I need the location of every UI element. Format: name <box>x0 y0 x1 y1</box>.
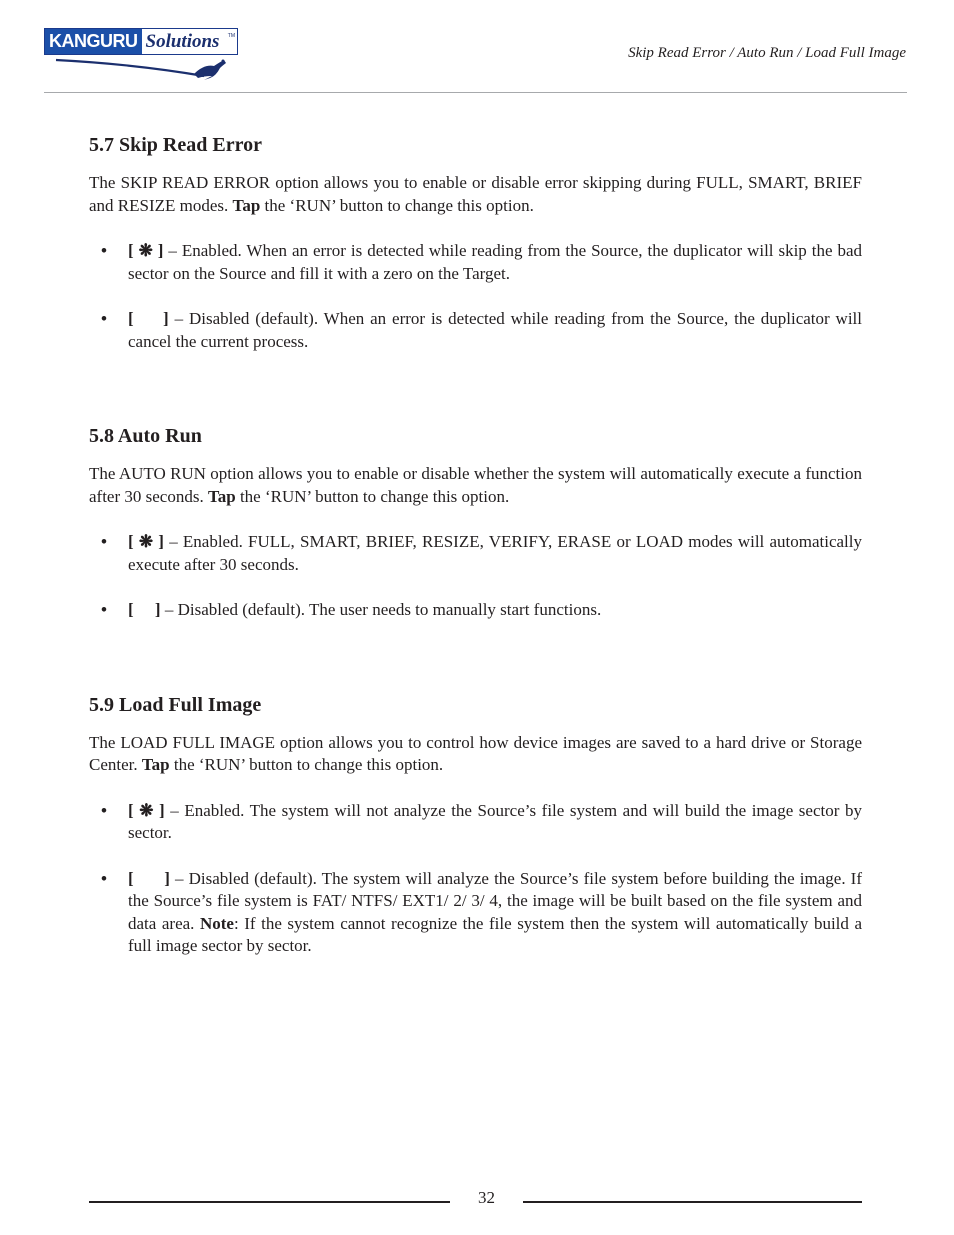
option-mark: [ ] <box>128 600 161 619</box>
logo-brand-text: KANGURU <box>45 29 142 54</box>
intro-text-end: the ‘RUN’ button to change this option. <box>169 755 444 774</box>
option-mark: [ ] <box>128 868 170 888</box>
footer-rule-right <box>523 1201 862 1203</box>
note-label: Note <box>199 913 234 933</box>
intro-text: The LOAD FULL IMAGE option allows you to control how device images are saved to a hard drive or Storage Center. <box>89 732 862 774</box>
logo-trademark: TM <box>227 33 235 39</box>
running-header-title: Skip Read Error / Auto Run / Load Full Image <box>628 45 906 61</box>
bullet-icon: • <box>101 600 107 619</box>
intro-bold: Tap <box>232 195 261 215</box>
option-text: – Enabled. FULL, SMART, BRIEF, RESIZE, VERIFY, ERASE or LOAD modes will automatically execute after 30 seconds. <box>128 532 862 574</box>
option-disabled <box>89 599 862 622</box>
section-load-full-image <box>89 690 862 958</box>
option-list <box>89 531 862 622</box>
option-text: – Disabled (default). The user needs to manually start functions. <box>160 600 602 619</box>
intro-bold: Tap <box>207 486 236 506</box>
footer-rule-left <box>89 1201 450 1203</box>
intro-text: The SKIP READ ERROR option allows you to enable or disable error skipping during FULL, SMART, BRIEF and RESIZE modes. <box>89 173 862 215</box>
section-intro <box>89 463 862 508</box>
page-content <box>89 130 862 958</box>
option-list <box>89 240 862 353</box>
option-list <box>89 800 862 958</box>
option-disabled <box>89 308 862 353</box>
section-heading: 5.9 Load Full Image <box>89 693 262 716</box>
bullet-icon: • <box>101 800 107 820</box>
kanguru-logo <box>44 28 242 84</box>
bullet-icon: • <box>101 868 107 888</box>
intro-text-end: the ‘RUN’ button to change this option. <box>235 486 510 506</box>
section-intro <box>89 732 862 777</box>
logo-sub-text: Solutions <box>145 31 220 52</box>
option-enabled <box>89 800 862 845</box>
option-enabled <box>89 240 862 285</box>
option-text: – Enabled. When an error is detected while reading from the Source, the duplicator will skip the bad sector on the Source and fill it with a zero on the Target. <box>128 241 862 283</box>
intro-text-end: the ‘RUN’ button to change this option. <box>260 195 534 215</box>
option-text: – Disabled (default). When an error is detected while reading from the Source, the duplicator will cancel the current process. <box>128 309 862 351</box>
option-mark: [ ] <box>128 309 169 328</box>
section-intro <box>89 172 862 217</box>
option-mark: [ ❋ ] <box>128 532 164 551</box>
logo-wordmark <box>44 28 238 55</box>
intro-text: The AUTO RUN option allows you to enable or disable whether the system will automatically execute a function after 30 seconds. <box>89 464 862 506</box>
intro-bold: Tap <box>141 755 170 774</box>
option-mark: [ ❋ ] <box>128 800 165 820</box>
header-divider <box>44 92 907 93</box>
bullet-icon: • <box>101 532 107 551</box>
kangaroo-icon <box>54 54 236 82</box>
section-auto-run <box>89 421 862 622</box>
page-number: 32 <box>478 1188 495 1207</box>
bullet-icon: • <box>101 309 107 328</box>
option-text: – Disabled (default). The system will analyze the Source’s file system before building the image. If the Source’s file system is FAT/ NTFS/ EXT1/ 2/ 3/ 4, the image will be built based on the file system and data area. <box>128 868 862 933</box>
section-skip-read-error <box>89 130 862 353</box>
section-heading: 5.7 Skip Read Error <box>89 134 262 156</box>
option-disabled <box>89 868 862 958</box>
bullet-icon: • <box>101 241 107 260</box>
note-text: : If the system cannot recognize the file system then the system will automatically build a full image sector by sector. <box>128 913 862 955</box>
option-text: – Enabled. The system will not analyze the Source’s file system and will build the image sector by sector. <box>128 800 862 842</box>
option-mark: [ ❋ ] <box>128 241 164 260</box>
section-heading: 5.8 Auto Run <box>89 425 202 447</box>
option-enabled <box>89 531 862 576</box>
